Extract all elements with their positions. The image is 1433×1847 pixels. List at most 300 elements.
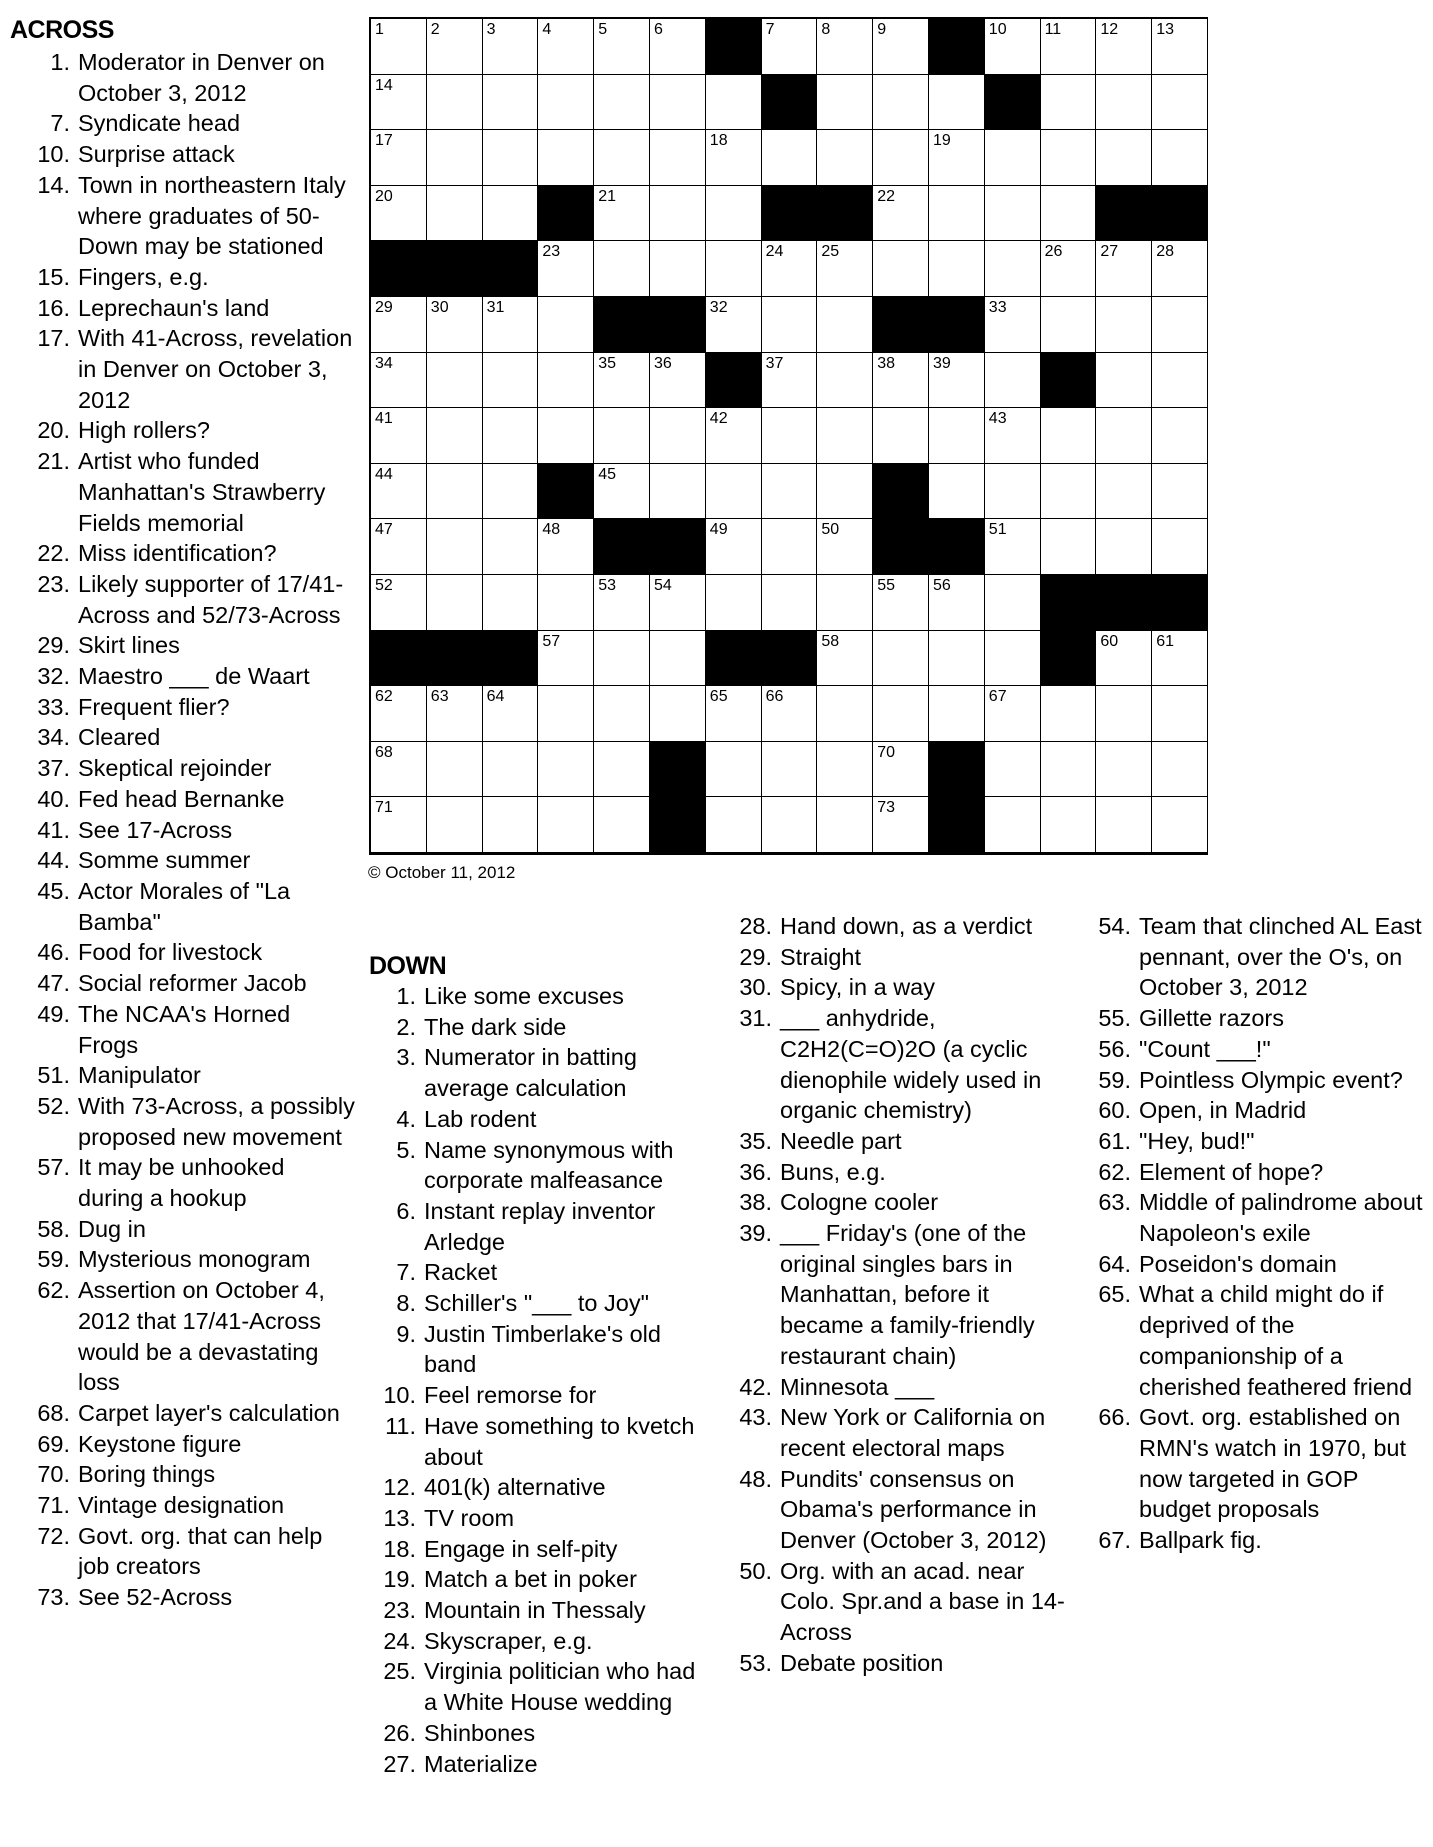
clue-item[interactable] [369,1196,714,1257]
clue-item[interactable] [725,1157,1077,1188]
grid-cell[interactable] [929,686,985,742]
grid-cell[interactable] [985,686,1041,742]
grid-cell[interactable] [371,75,427,131]
clue-item[interactable] [1084,1525,1424,1556]
grid-cell[interactable] [929,241,985,297]
grid-cell[interactable] [371,186,427,242]
grid-cell[interactable] [873,408,929,464]
clue-item[interactable] [10,999,355,1060]
grid-cell[interactable] [1152,19,1208,75]
grid-cell[interactable] [762,686,818,742]
grid-cell[interactable] [594,75,650,131]
cell-number: 6 [654,21,663,38]
grid-cell[interactable] [1041,130,1097,186]
grid-cell[interactable] [706,130,762,186]
clue-item[interactable] [369,1135,714,1196]
grid-cell[interactable] [817,241,873,297]
clue-item[interactable] [10,538,355,569]
grid-cell[interactable] [985,186,1041,242]
across-clue-list [10,47,355,1613]
grid-cell[interactable] [538,519,594,575]
grid-cell[interactable] [929,75,985,131]
grid-cell[interactable] [1096,742,1152,798]
grid-cell[interactable] [762,297,818,353]
grid-cell[interactable] [817,464,873,520]
grid-cell[interactable] [985,241,1041,297]
grid-cell[interactable] [538,686,594,742]
grid-block [929,297,985,353]
grid-cell[interactable] [762,519,818,575]
clue-item[interactable] [369,1042,714,1103]
grid-cell[interactable] [817,19,873,75]
grid-cell[interactable] [706,241,762,297]
grid-cell[interactable] [371,130,427,186]
grid-cell[interactable] [762,353,818,409]
grid-cell[interactable] [817,797,873,853]
clue-item[interactable] [369,981,714,1012]
grid-cell[interactable] [873,631,929,687]
clue-item[interactable] [1084,1402,1424,1525]
clue-item[interactable] [10,845,355,876]
grid-cell[interactable] [483,575,539,631]
grid-cell[interactable] [483,297,539,353]
grid-cell[interactable] [873,575,929,631]
clue-item[interactable] [10,937,355,968]
grid-cell[interactable] [985,353,1041,409]
grid-cell[interactable] [594,742,650,798]
grid-cell[interactable] [427,742,483,798]
clue-item[interactable] [10,661,355,692]
grid-cell[interactable] [427,19,483,75]
clue-item[interactable] [10,1459,355,1490]
clue-item[interactable] [10,630,355,661]
grid-cell[interactable] [538,130,594,186]
grid-cell[interactable] [817,519,873,575]
grid-cell[interactable] [427,297,483,353]
grid-cell[interactable] [1096,241,1152,297]
grid-cell[interactable] [985,575,1041,631]
grid-cell[interactable] [706,464,762,520]
grid-cell[interactable] [650,19,706,75]
cell-number: 60 [1100,632,1119,650]
clue-item[interactable] [369,1564,714,1595]
grid-cell[interactable] [985,742,1041,798]
clue-item[interactable] [369,1472,714,1503]
grid-cell[interactable] [427,75,483,131]
grid-cell[interactable] [650,130,706,186]
grid-cell[interactable] [1096,519,1152,575]
cell-number: 56 [933,577,951,594]
clue-number: 15. [37,263,70,290]
clue-item[interactable] [10,1152,355,1213]
clue-item[interactable] [10,569,355,630]
crossword-grid[interactable] [369,17,1208,855]
grid-cell[interactable] [427,519,483,575]
grid-cell[interactable] [985,130,1041,186]
grid-cell[interactable] [650,464,706,520]
clue-item[interactable] [10,1060,355,1091]
grid-cell[interactable] [427,353,483,409]
grid-cell[interactable] [538,75,594,131]
grid-cell[interactable] [371,353,427,409]
grid-cell[interactable] [873,241,929,297]
grid-cell[interactable] [1096,19,1152,75]
grid-cell[interactable] [1096,353,1152,409]
grid-cell[interactable] [706,297,762,353]
grid-cell[interactable] [929,353,985,409]
grid-cell[interactable] [594,408,650,464]
grid-cell[interactable] [650,631,706,687]
grid-cell[interactable] [1152,75,1208,131]
grid-cell[interactable] [1041,797,1097,853]
clue-item[interactable] [1084,1187,1424,1248]
clue-item[interactable] [725,911,1077,942]
grid-cell[interactable] [817,742,873,798]
clue-item[interactable] [369,1104,714,1135]
grid-cell[interactable] [371,19,427,75]
clue-text: Miss identification? [78,540,277,567]
grid-cell[interactable] [1041,686,1097,742]
grid-cell[interactable] [650,75,706,131]
grid-cell[interactable] [594,241,650,297]
grid-cell[interactable] [1152,686,1208,742]
clue-item[interactable] [10,1490,355,1521]
clue-text: Town in northeastern Italy where graduates of 50-Down may be stationed [78,171,346,260]
grid-cell[interactable] [817,631,873,687]
grid-cell[interactable] [371,408,427,464]
grid-cell[interactable] [371,686,427,742]
grid-cell[interactable] [817,297,873,353]
grid-cell[interactable] [483,519,539,575]
clue-item[interactable] [10,108,355,139]
clue-item[interactable] [10,170,355,262]
grid-cell[interactable] [929,408,985,464]
grid-cell[interactable] [1041,75,1097,131]
clue-item[interactable] [1084,1279,1424,1402]
grid-cell[interactable] [762,241,818,297]
cell-number: 24 [765,243,784,261]
grid-cell[interactable] [1041,519,1097,575]
grid-cell[interactable] [1096,75,1152,131]
clue-number: 34. [37,724,70,751]
grid-cell[interactable] [762,575,818,631]
grid-block [873,297,929,353]
grid-cell[interactable] [538,241,594,297]
grid-cell[interactable] [1041,408,1097,464]
grid-cell[interactable] [1096,130,1152,186]
clue-item[interactable] [725,1402,1077,1463]
clue-item[interactable] [1084,911,1424,1003]
grid-cell[interactable] [650,408,706,464]
grid-cell[interactable] [1041,241,1097,297]
grid-cell[interactable] [762,797,818,853]
cell-number: 57 [542,632,561,650]
grid-cell[interactable] [1152,297,1208,353]
clue-item[interactable] [10,139,355,170]
grid-cell[interactable] [1096,464,1152,520]
grid-cell[interactable] [929,631,985,687]
grid-cell[interactable] [706,186,762,242]
grid-cell[interactable] [650,241,706,297]
clue-text: Skeptical rejoinder [78,755,272,782]
grid-cell[interactable] [594,19,650,75]
grid-cell[interactable] [594,575,650,631]
clue-item[interactable] [369,1626,714,1657]
clue-item[interactable] [10,692,355,723]
cell-number: 55 [877,577,895,594]
grid-cell[interactable] [1152,797,1208,853]
grid-cell[interactable] [706,742,762,798]
grid-cell[interactable] [1152,241,1208,297]
clue-item[interactable] [10,1429,355,1460]
clue-item[interactable] [369,1319,714,1380]
clue-item[interactable] [369,1380,714,1411]
grid-cell[interactable] [762,130,818,186]
clue-item[interactable] [1084,1157,1424,1188]
grid-cell[interactable] [594,464,650,520]
grid-cell[interactable] [371,464,427,520]
cell-number: 43 [988,410,1007,428]
clue-item[interactable] [10,876,355,937]
clue-item[interactable] [10,1214,355,1245]
clue-number: 54. [1098,913,1131,939]
grid-cell[interactable] [371,797,427,853]
grid-cell[interactable] [427,797,483,853]
cell-number: 71 [375,799,393,817]
grid-cell[interactable] [371,519,427,575]
grid-cell[interactable] [538,797,594,853]
clue-item[interactable] [10,968,355,999]
clue-item[interactable] [10,753,355,784]
grid-cell[interactable] [762,742,818,798]
grid-cell[interactable] [706,519,762,575]
grid-cell[interactable] [1041,742,1097,798]
clue-item[interactable] [369,1656,714,1717]
grid-cell[interactable] [538,297,594,353]
clue-number: 52. [37,1092,70,1119]
clue-item[interactable] [10,1582,355,1613]
grid-cell[interactable] [929,130,985,186]
grid-cell[interactable] [817,408,873,464]
grid-cell[interactable] [762,19,818,75]
clue-item[interactable] [725,1126,1077,1157]
clue-item[interactable] [725,1187,1077,1218]
clue-item[interactable] [369,1411,714,1472]
grid-cell[interactable] [650,186,706,242]
grid-cell[interactable] [873,742,929,798]
grid-cell[interactable] [1096,686,1152,742]
grid-cell[interactable] [706,408,762,464]
clue-item[interactable] [10,1521,355,1582]
clue-number: 40. [37,785,70,812]
clue-item[interactable] [725,942,1077,973]
grid-cell[interactable] [1152,742,1208,798]
grid-cell[interactable] [371,742,427,798]
grid-cell[interactable] [483,186,539,242]
grid-cell[interactable] [706,75,762,131]
clue-item[interactable] [10,1275,355,1398]
clue-text: With 41-Across, revelation in Denver on October 3, 2012 [78,325,353,413]
grid-cell[interactable] [483,353,539,409]
grid-cell[interactable] [427,130,483,186]
grid-cell[interactable] [650,575,706,631]
clue-item[interactable] [1084,1065,1424,1096]
grid-cell[interactable] [483,19,539,75]
grid-cell[interactable] [985,797,1041,853]
clue-item[interactable] [10,1091,355,1152]
grid-cell[interactable] [427,464,483,520]
grid-cell[interactable] [483,75,539,131]
grid-cell[interactable] [985,297,1041,353]
grid-cell[interactable] [1041,186,1097,242]
clue-item[interactable] [725,1464,1077,1556]
grid-cell[interactable] [1041,297,1097,353]
grid-cell[interactable] [650,686,706,742]
grid-cell[interactable] [650,353,706,409]
grid-cell[interactable] [762,464,818,520]
clue-text: Pointless Olympic event? [1139,1066,1403,1093]
grid-cell[interactable] [538,19,594,75]
clue-item[interactable] [1084,1126,1424,1157]
grid-cell[interactable] [427,408,483,464]
clue-item[interactable] [10,262,355,293]
grid-cell[interactable] [483,464,539,520]
clue-item[interactable] [10,415,355,446]
clue-item[interactable] [725,1372,1077,1403]
grid-cell[interactable] [371,297,427,353]
cell-number: 34 [375,354,393,372]
grid-cell[interactable] [873,186,929,242]
grid-cell[interactable] [1041,464,1097,520]
grid-cell[interactable] [985,408,1041,464]
grid-cell[interactable] [985,19,1041,75]
grid-cell[interactable] [762,408,818,464]
clue-item[interactable] [1084,1034,1424,1065]
clue-item[interactable] [369,1534,714,1565]
grid-cell[interactable] [817,686,873,742]
grid-cell[interactable] [538,742,594,798]
grid-cell[interactable] [594,353,650,409]
grid-cell[interactable] [427,575,483,631]
grid-cell[interactable] [985,464,1041,520]
clue-item[interactable] [10,1398,355,1429]
grid-cell[interactable] [706,797,762,853]
grid-cell[interactable] [817,75,873,131]
grid-cell[interactable] [483,408,539,464]
grid-cell[interactable] [817,575,873,631]
grid-cell[interactable] [706,575,762,631]
clue-item[interactable] [725,1003,1077,1126]
clue-item[interactable] [10,784,355,815]
grid-cell[interactable] [985,631,1041,687]
grid-cell[interactable] [929,186,985,242]
clue-item[interactable] [10,815,355,846]
grid-cell[interactable] [873,686,929,742]
clue-number: 26. [383,1719,416,1746]
cell-number: 67 [988,688,1007,706]
clue-item[interactable] [369,1503,714,1534]
clue-item[interactable] [725,1556,1077,1648]
grid-cell[interactable] [594,686,650,742]
grid-cell[interactable] [1096,408,1152,464]
grid-cell[interactable] [873,130,929,186]
grid-cell[interactable] [1152,519,1208,575]
grid-cell[interactable] [483,742,539,798]
grid-cell[interactable] [483,686,539,742]
clue-text: ___ anhydride, C2H2(C=O)2O (a cyclic dienophile widely used in organic chemistry) [780,1005,1042,1124]
cell-number: 7 [765,21,775,38]
grid-cell[interactable] [594,186,650,242]
clue-item[interactable] [1084,1095,1424,1126]
grid-cell[interactable] [985,519,1041,575]
grid-cell[interactable] [594,631,650,687]
grid-cell[interactable] [817,353,873,409]
clue-item[interactable] [369,1595,714,1626]
clue-item[interactable] [725,1218,1077,1372]
clue-item[interactable] [10,446,355,538]
clue-text: Social reformer Jacob [78,970,307,997]
clue-item[interactable] [369,1718,714,1749]
clue-item[interactable] [1084,1003,1424,1034]
grid-cell[interactable] [371,575,427,631]
grid-cell[interactable] [873,19,929,75]
grid-cell[interactable] [538,353,594,409]
grid-cell[interactable] [929,464,985,520]
grid-cell[interactable] [873,75,929,131]
grid-cell[interactable] [929,575,985,631]
grid-cell[interactable] [1096,797,1152,853]
clue-item[interactable] [10,1244,355,1275]
clue-item[interactable] [369,1257,714,1288]
grid-cell[interactable] [873,797,929,853]
grid-cell[interactable] [1096,631,1152,687]
clue-item[interactable] [369,1288,714,1319]
clue-text: Have something to kvetch about [424,1412,695,1470]
grid-cell[interactable] [483,130,539,186]
clue-item[interactable] [369,1749,714,1780]
clue-item[interactable] [725,972,1077,1003]
grid-block [371,631,427,687]
grid-cell[interactable] [1096,297,1152,353]
grid-cell[interactable] [1152,130,1208,186]
grid-cell[interactable] [1152,408,1208,464]
clue-item[interactable] [10,47,355,108]
clue-item[interactable] [10,293,355,324]
grid-cell[interactable] [538,631,594,687]
grid-cell[interactable] [594,130,650,186]
grid-cell[interactable] [817,130,873,186]
clue-number: 49. [37,1000,70,1027]
grid-cell[interactable] [427,186,483,242]
down-clue-list-1 [369,981,714,1779]
grid-cell[interactable] [1152,353,1208,409]
grid-cell[interactable] [483,797,539,853]
grid-cell[interactable] [873,353,929,409]
clue-item[interactable] [10,722,355,753]
grid-cell[interactable] [1152,631,1208,687]
grid-cell[interactable] [538,575,594,631]
grid-cell[interactable] [1152,464,1208,520]
clue-item[interactable] [369,1012,714,1043]
clue-item[interactable] [725,1648,1077,1679]
clue-item[interactable] [10,323,355,415]
grid-cell[interactable] [427,686,483,742]
grid-cell[interactable] [594,797,650,853]
clue-item[interactable] [1084,1249,1424,1280]
grid-cell[interactable] [538,408,594,464]
grid-cell[interactable] [1041,19,1097,75]
grid-cell[interactable] [706,686,762,742]
